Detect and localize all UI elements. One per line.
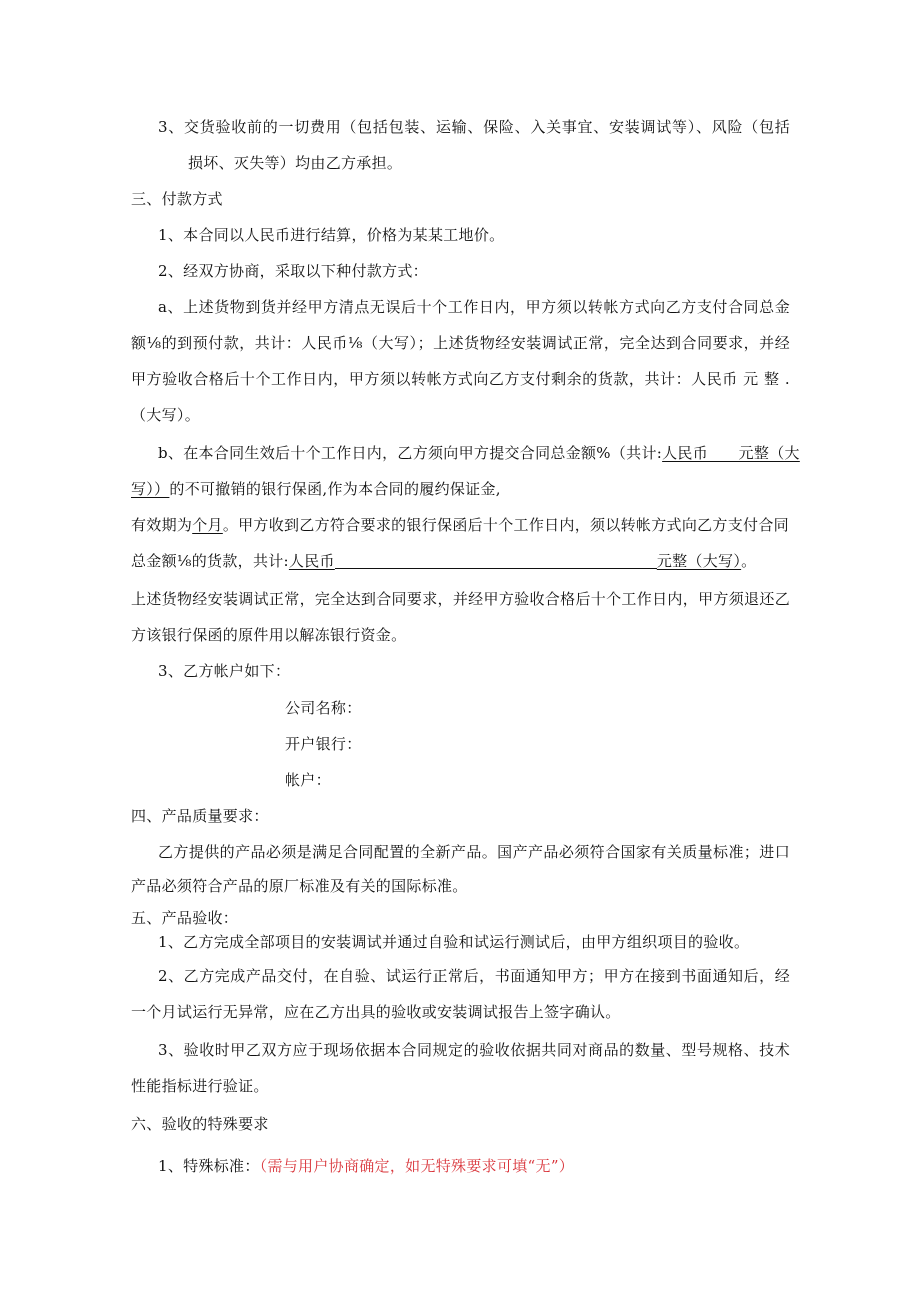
guarantee-amount-uppercase-fill: 写）） bbox=[131, 480, 170, 498]
payment-amount-currency-fill: 人民币 bbox=[288, 552, 335, 570]
payment-option-b-line6: 方该银行保函的原件用以解冻银行资金。 bbox=[131, 626, 407, 644]
validity-label: 有效期为 bbox=[131, 516, 193, 534]
payment-option-a-line2: 额⅛的到预付款，共计：人民币⅛（大写）；上述货物经安装调试正常，完全达到合同要求，并经 bbox=[131, 334, 790, 352]
quality-requirement-line1: 乙方提供的产品必须是满足合同配置的全新产品。国产产品必须符合国家有关质量标准；进口 bbox=[158, 843, 790, 861]
acceptance-item-3-line2: 性能指标进行验证。 bbox=[131, 1077, 269, 1095]
payment-option-b-line2 bbox=[131, 479, 501, 499]
payment-option-a-line4: （大写）。 bbox=[131, 406, 201, 424]
payment-option-a-line1: a、上述货物到货并经甲方清点无误后十个工作日内，甲方须以转帐方式向乙方支付合同总金 bbox=[158, 298, 790, 316]
payment-option-b-line4-end: 。 bbox=[741, 552, 757, 570]
payment-item-2: 2、经双方协商，采取以下种付款方式： bbox=[158, 262, 428, 280]
acceptance-item-1: 1、乙方完成全部项目的安装调试并通过自验和试运行测试后，由甲方组织项目的验收。 bbox=[158, 933, 750, 951]
account-bank-label: 开户银行： bbox=[285, 735, 362, 753]
acceptance-section-heading: 五、产品验收： bbox=[131, 909, 239, 927]
payment-option-b-line4-text: 总金额⅛的货款，共计: bbox=[131, 552, 289, 570]
quality-section-heading: 四、产品质量要求： bbox=[131, 807, 269, 825]
account-company-label: 公司名称： bbox=[285, 699, 362, 717]
acceptance-item-2-line2: 一个月试运行无异常，应在乙方出具的验收或安装调试报告上签字确认。 bbox=[131, 1003, 621, 1021]
payment-amount-blank-line bbox=[335, 552, 657, 569]
validity-months-fill: 个月 bbox=[192, 516, 223, 534]
payment-option-b-line1 bbox=[158, 443, 800, 463]
special-standard-item bbox=[158, 1156, 574, 1176]
acceptance-item-2-line1: 2、乙方完成产品交付，在自验、试运行正常后，书面通知甲方；甲方在接到书面通知后，经 bbox=[158, 967, 790, 985]
special-standard-note: （需与用户协商确定，如无特殊要求可填“无”） bbox=[259, 1157, 575, 1175]
payment-option-b-line1-text: b、在本合同生效后十个工作日内，乙方须向甲方提交合同总金额%（共计: bbox=[158, 444, 663, 462]
payment-option-b-line3-text: 。甲方收到乙方符合要求的银行保函后十个工作日内，须以转帐方式向乙方支付合同 bbox=[222, 516, 789, 534]
special-requirements-heading: 六、验收的特殊要求 bbox=[131, 1115, 269, 1133]
account-number-label: 帐户： bbox=[285, 771, 331, 789]
payment-item-3: 3、乙方帐户如下： bbox=[158, 662, 291, 680]
payment-option-b-line5: 上述货物经安装调试正常，完全达到合同要求，并经甲方验收合格后十个工作日内，甲方须退还乙 bbox=[131, 590, 790, 608]
delivery-cost-clause-line2: 损坏、灭失等）均由乙方承担。 bbox=[188, 154, 403, 172]
acceptance-item-3-line1: 3、验收时甲乙双方应于现场依据本合同规定的验收依据共同对商品的数量、型号规格、技术 bbox=[158, 1041, 790, 1059]
payment-item-1: 1、本合同以人民币进行结算，价格为某某工地价。 bbox=[158, 226, 505, 244]
payment-option-b-line2-text: 的不可撤销的银行保函,作为本合同的履约保证金, bbox=[169, 480, 501, 498]
delivery-cost-clause-line1: 3、交货验收前的一切费用（包括包装、运输、保险、入关事宜、安装调试等）、风险（包括 bbox=[158, 118, 790, 136]
payment-option-a-line3: 甲方验收合格后十个工作日内，甲方须以转帐方式向乙方支付剩余的货款，共计：人民币 元 整 . bbox=[131, 370, 790, 388]
payment-section-heading: 三、付款方式 bbox=[131, 190, 223, 208]
guarantee-amount-fill: 人民币 元整（大 bbox=[662, 444, 800, 462]
payment-amount-uppercase-fill: 元整（大写） bbox=[656, 552, 742, 570]
payment-option-b-line3 bbox=[131, 515, 789, 535]
payment-option-b-line4 bbox=[131, 551, 756, 571]
quality-requirement-line2: 产品必须符合产品的原厂标准及有关的国际标准。 bbox=[131, 877, 468, 895]
special-standard-label: 1、特殊标准： bbox=[158, 1157, 260, 1175]
